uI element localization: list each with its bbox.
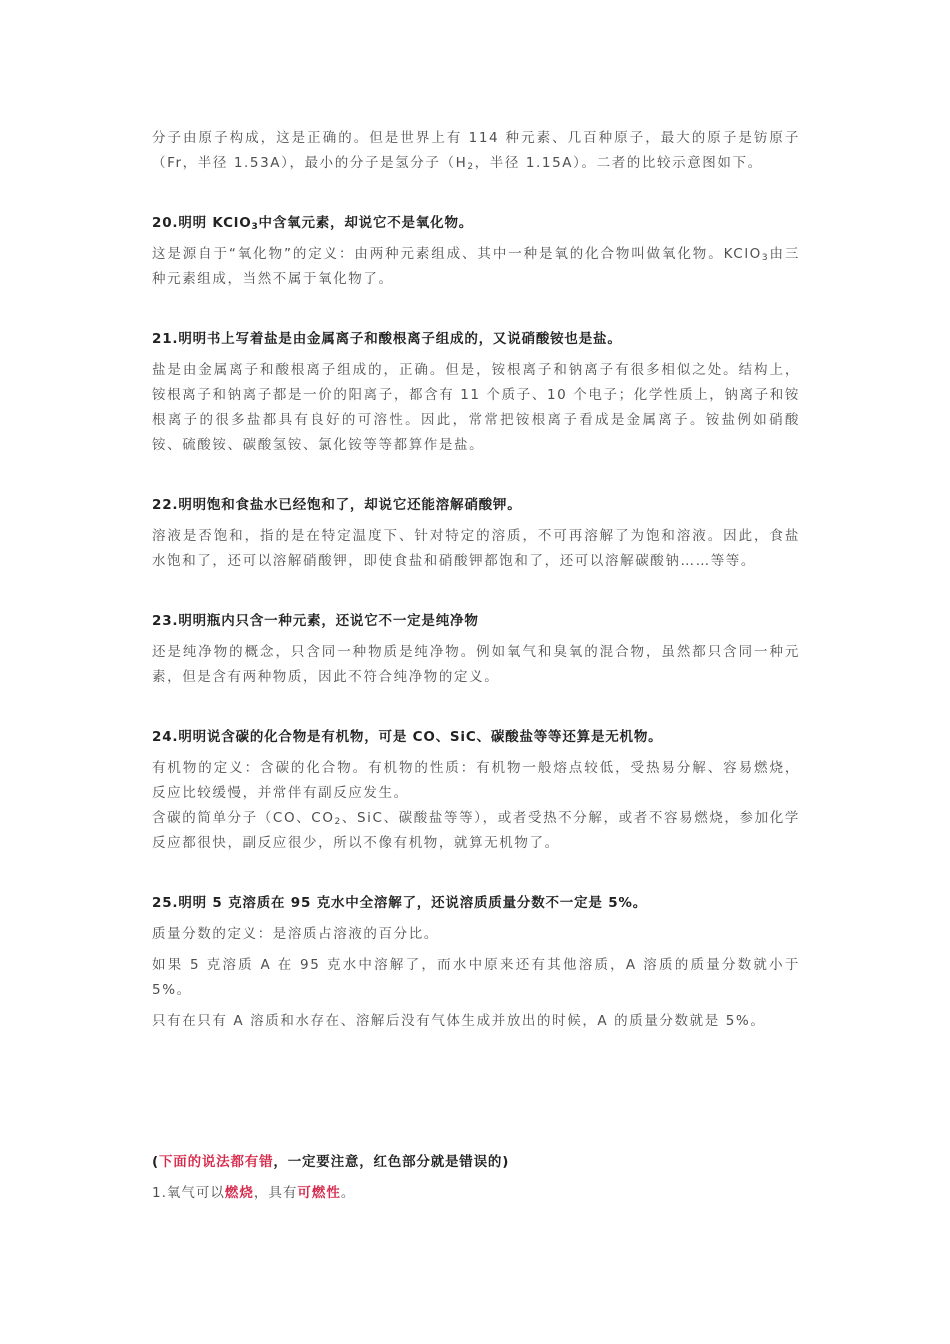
title-text-b: 中含氧元素，却说它不是氧化物。 — [258, 215, 474, 231]
body-text-b: 由三种元素组成，当然不属于氧化物了。 — [152, 246, 801, 287]
error-item-1 — [152, 1181, 800, 1206]
intro-text-b: ，半径 1.15A）。二者的比较示意图如下。 — [474, 155, 763, 171]
section-22-body: 溶液是否饱和，指的是在特定温度下、针对特定的溶质，不可再溶解了为饱和溶液。因此，食盐水饱和了，还可以溶解硝酸钾，即使食盐和硝酸钾都饱和了，还可以溶解碳酸钠……等等。 — [152, 528, 800, 569]
body-text-a: 含碳的简单分子（CO、CO — [152, 810, 335, 826]
section-20-title — [152, 212, 800, 234]
section-21-body: 盐是由金属离子和酸根离子组成的，正确。但是，铵根离子和钠离子有很多相似之处。结构上，铵根离子和钠离子都是一价的阳离子，都含有 11 个质子、10 个电子；化学性质上，钠离子和铵根离子的很多盐都具有良好的可溶性。因此，常常把铵根离子看成是金属离子。铵盐例如硝酸铵、硫酸铵、碳酸氢铵、氯化铵等等都算作是盐。 — [152, 362, 800, 453]
subscript: 3 — [251, 222, 259, 232]
intro-text-a: 分子由原子构成，这是正确的。但是世界上有 114 种元素、几百种原子，最大的原子是钫原子（Fr，半径 1.53A），最小的分子是氢分子（H — [152, 130, 800, 171]
title-text-a: 20.明明 KClO — [152, 215, 252, 231]
section-24-body-2 — [152, 806, 800, 856]
section-25-body-2: 如果 5 克溶质 A 在 95 克水中溶解了，而水中原来还有其他溶质，A 溶质的质量分数就小于 5%。 — [152, 957, 800, 998]
section-23-title: 23.明明瓶内只含一种元素，还说它不一定是纯净物 — [152, 613, 479, 629]
notice-heading — [152, 1151, 800, 1173]
body-text-a: 这是源自于“氧化物”的定义：由两种元素组成、其中一种是氧的化合物叫做氧化物。KClO — [152, 246, 762, 262]
item-text-b: ，具有 — [253, 1185, 298, 1201]
section-22 — [152, 494, 800, 574]
notice-open-paren: ( — [152, 1154, 159, 1170]
section-25-title: 25.明明 5 克溶质在 95 克水中全溶解了，还说溶质质量分数不一定是 5%。 — [152, 895, 648, 911]
item-text-c: 。 — [340, 1185, 356, 1201]
item-text-a: 1.氧气可以 — [152, 1185, 225, 1201]
section-23 — [152, 610, 800, 690]
section-24 — [152, 726, 800, 856]
section-25-body-3: 只有在只有 A 溶质和水存在、溶解后没有气体生成并放出的时候，A 的质量分数就是 5%。 — [152, 1013, 766, 1029]
section-22-title: 22.明明饱和食盐水已经饱和了，却说它还能溶解硝酸钾。 — [152, 497, 522, 513]
notice-rest-text: ，一定要注意，红色部分就是错误的) — [273, 1154, 510, 1170]
section-23-body: 还是纯净物的概念，只含同一种物质是纯净物。例如氧气和臭氧的混合物，虽然都只含同一种元素，但是含有两种物质，因此不符合纯净物的定义。 — [152, 644, 800, 685]
body-text-b: 、SiC、碳酸盐等等），或者受热不分解，或者不容易燃烧，参加化学反应都很快，副反应很少，所以不像有机物，就算无机物了。 — [152, 810, 800, 851]
section-21 — [152, 328, 800, 458]
section-21-title: 21.明明书上写着盐是由金属离子和酸根离子组成的，又说硝酸铵也是盐。 — [152, 331, 622, 347]
subscript: 2 — [334, 817, 342, 827]
section-20 — [152, 212, 800, 292]
item-red-text-1: 燃烧 — [224, 1185, 254, 1201]
error-statements-block — [152, 1151, 800, 1206]
item-red-text-2: 可燃性 — [297, 1185, 341, 1201]
notice-red-text: 下面的说法都有错 — [158, 1154, 274, 1170]
document-body — [152, 126, 800, 1034]
section-24-body-1: 有机物的定义：含碳的化合物。有机物的性质：有机物一般熔点较低，受热易分解、容易燃烧，反应比较缓慢，并常伴有副反应发生。 — [152, 760, 800, 801]
section-20-body — [152, 242, 800, 292]
intro-paragraph — [152, 126, 800, 176]
section-24-title: 24.明明说含碳的化合物是有机物，可是 CO、SiC、碳酸盐等等还算是无机物。 — [152, 729, 663, 745]
section-25 — [152, 892, 800, 1034]
subscript: 3 — [761, 253, 770, 263]
section-25-body-1: 质量分数的定义：是溶质占溶液的百分比。 — [152, 926, 439, 942]
subscript: 2 — [467, 162, 475, 172]
